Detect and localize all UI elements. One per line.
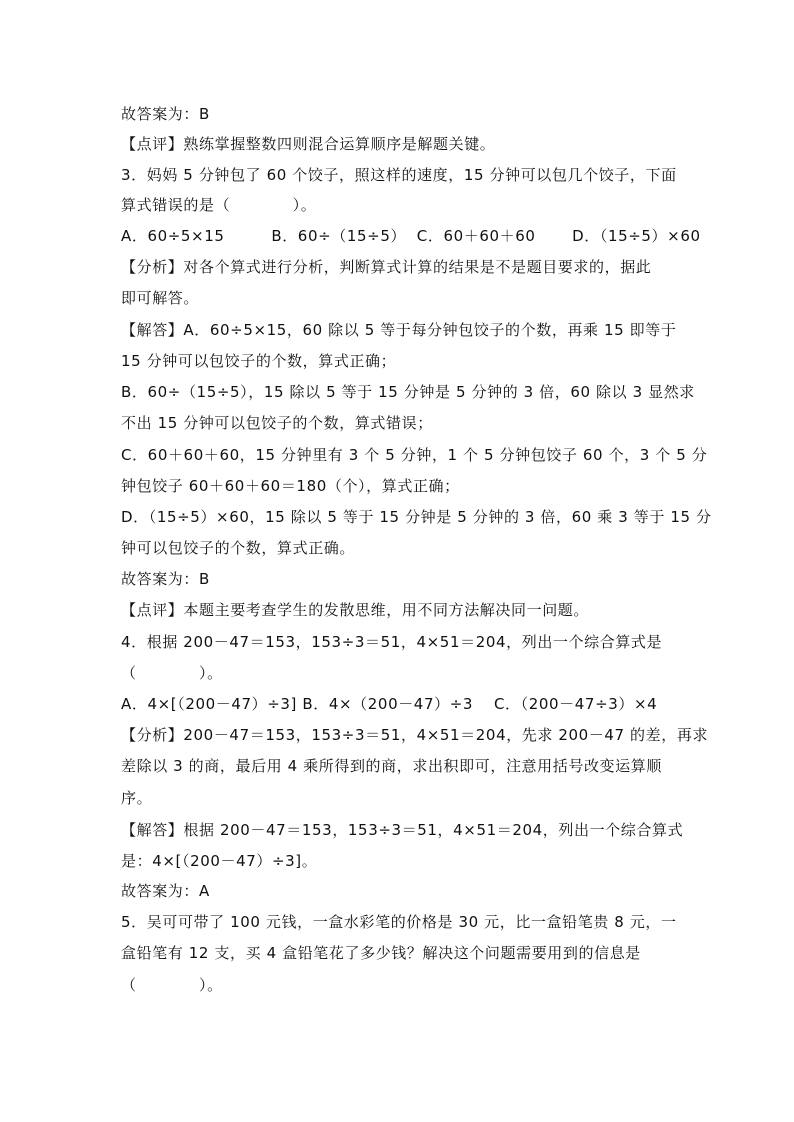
solution-line-5: C．60＋60＋60，15 分钟里有 3 个 5 分钟，1 个 5 分钟包饺子 60 个，3 个 5 分	[121, 446, 708, 464]
solution-line-1: 【解答】A．60÷5×15，60 除以 5 等于每分钟包饺子的个数，再乘 15 即等于	[121, 321, 677, 339]
analysis-line-3: 序。	[121, 789, 153, 807]
question-4-options: A．4×[（200－47）÷3] B．4×（200－47）÷3 C．（200－47÷3）×4	[121, 695, 658, 713]
question-5-line-2: 盒铅笔有 12 支，买 4 盒铅笔花了多少钱？解决这个问题需要用到的信息是	[121, 944, 641, 962]
question-3-line-1: 3．妈妈 5 分钟包了 60 个饺子，照这样的速度，15 分钟可以包几个饺子，下面	[121, 166, 677, 184]
solution-line-3: B．60÷（15÷5），15 除以 5 等于 15 分钟是 5 分钟的 3 倍，60 除以 3 显然求	[121, 383, 695, 401]
solution-line-2: 是：4×[（200－47）÷3]。	[121, 852, 318, 870]
question-3-options: A．60÷5×15 B．60÷（15÷5） C．60＋60＋60 D．（15÷5）×60	[121, 227, 701, 245]
analysis-line-1: 【分析】对各个算式进行分析，判断算式计算的结果是不是题目要求的，据此	[121, 258, 652, 276]
answer-line: 故答案为：A	[121, 882, 210, 900]
answer-line: 故答案为：B	[121, 105, 210, 123]
comment-line: 【点评】本题主要考查学生的发散思维，用不同方法解决同一问题。	[121, 601, 590, 619]
solution-line-1: 【解答】根据 200－47＝153，153÷3＝51，4×51＝204，列出一个综合算式	[121, 821, 684, 839]
question-3-line-2: 算式错误的是（ ）。	[121, 196, 317, 214]
question-4-line-1: 4．根据 200－47＝153，153÷3＝51，4×51＝204，列出一个综合算式是	[121, 633, 663, 651]
answer-line: 故答案为：B	[121, 570, 210, 588]
analysis-line-1: 【分析】200－47＝153，153÷3＝51，4×51＝204，先求 200－47 的差，再求	[121, 726, 709, 744]
solution-line-8: 钟可以包饺子的个数，算式正确。	[121, 539, 356, 557]
analysis-line-2: 即可解答。	[121, 289, 200, 307]
solution-line-6: 钟包饺子 60＋60＋60＝180（个），算式正确；	[121, 477, 460, 495]
solution-line-7: D．（15÷5）×60，15 除以 5 等于 15 分钟是 5 分钟的 3 倍，60 乘 3 等于 15 分	[121, 508, 712, 526]
analysis-line-2: 差除以 3 的商，最后用 4 乘所得到的商，求出积即可，注意用括号改变运算顺	[121, 757, 662, 775]
question-5-line-3: （ ）。	[121, 976, 223, 994]
solution-line-4: 不出 15 分钟可以包饺子的个数，算式错误；	[121, 414, 433, 432]
question-4-line-2: （ ）。	[121, 664, 223, 682]
comment-line: 【点评】熟练掌握整数四则混合运算顺序是解题关键。	[121, 135, 496, 153]
question-5-line-1: 5．吴可可带了 100 元钱，一盒水彩笔的价格是 30 元，比一盒铅笔贵 8 元，一	[121, 913, 677, 931]
solution-line-2: 15 分钟可以包饺子的个数，算式正确；	[121, 352, 397, 370]
